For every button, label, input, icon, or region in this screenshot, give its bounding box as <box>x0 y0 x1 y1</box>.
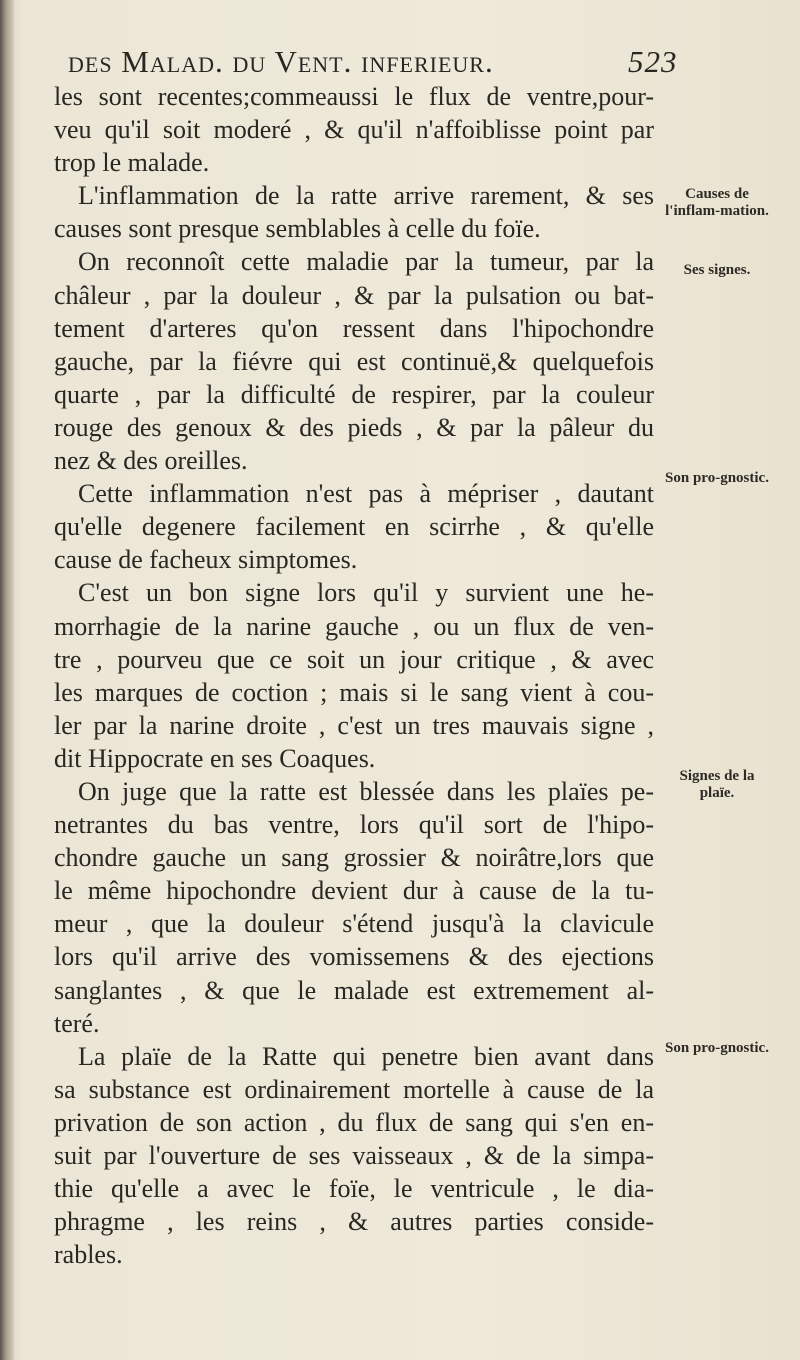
margin-note-prognostic: Son pro-gnostic. <box>665 470 769 486</box>
page-number: 523 <box>628 44 678 79</box>
text-line: privation de son action , du flux de sang qui s'en en- <box>54 1107 654 1137</box>
text-line: les sont recentes;commeaussi le flux de ventre,pour- <box>54 82 654 111</box>
text-line: netrantes du bas ventre, lors qu'il sort de l'hipo- <box>54 810 654 840</box>
text-line: cause de facheux simptomes. <box>54 545 358 575</box>
text-line: suit par l'ouverture de ses vaisseaux , & de la simpa- <box>54 1141 654 1170</box>
text-line: morrhagie de la narine gauche , ou un flux de ven- <box>54 611 654 641</box>
text-line: C'est un bon signe lors qu'il y survient une he- <box>78 578 654 608</box>
text-line: dit Hippocrate en ses Coaques. <box>54 743 376 773</box>
text-line: les marques de coction ; mais si le sang vient à cou- <box>54 677 654 707</box>
text-line: meur , que la douleur s'étend jusqu'à la clavicule <box>54 909 654 939</box>
text-line: le même hipochondre devient dur à cause de la tu- <box>54 876 654 906</box>
text-line: tement d'arteres qu'on ressent dans l'hipochondre <box>54 313 654 343</box>
header-title: des Malad. du Vent. inferieur. <box>68 44 494 79</box>
text-line: thie qu'elle a avec le foïe, le ventricule , le dia- <box>54 1174 654 1204</box>
text-line: rouge des genoux & des pieds , & par la pâleur du <box>54 412 654 442</box>
text-line: sanglantes , & que le malade est extremement al- <box>54 975 654 1005</box>
text-line: nez & des oreilles. <box>54 446 248 476</box>
text-line: On juge que la ratte est blessée dans les plaïes pe- <box>78 776 654 806</box>
text-line: teré. <box>54 1008 100 1038</box>
book-spine-shadow <box>0 0 14 1360</box>
text-line: trop le malade. <box>54 148 210 178</box>
margin-note-wound-prognostic: Son pro-gnostic. <box>665 1040 769 1056</box>
text-line: Cette inflammation n'est pas à mépriser , dautant <box>78 479 654 509</box>
text-line: châleur , par la douleur , & par la pulsation ou bat- <box>54 280 654 310</box>
text-line: lors qu'il arrive des vomissemens & des ejections <box>54 942 654 972</box>
running-header <box>68 44 678 80</box>
text-line: chondre gauche un sang grossier & noirâtre,lors que <box>54 843 654 873</box>
text-line: La plaïe de la Ratte qui penetre bien avant dans <box>78 1041 654 1071</box>
body-text <box>54 80 654 1271</box>
margin-note-signs: Ses signes. <box>683 262 751 278</box>
text-line: quarte , par la difficulté de respirer, par la couleur <box>54 379 654 409</box>
margin-note-wound-signs: Signes de la plaïe. <box>679 768 755 801</box>
text-line: rables. <box>54 1240 123 1270</box>
text-line: On reconnoît cette maladie par la tumeur, par la <box>78 247 654 277</box>
text-line: tre , pourveu que ce soit un jour critique , & avec <box>54 644 654 674</box>
text-line: L'inflammation de la ratte arrive rarement, & ses <box>78 181 654 211</box>
margin-note-causes: Causes de l'inflam-mation. <box>665 186 769 219</box>
text-line: gauche, par la fiévre qui est continuë,& quelquefois <box>54 346 654 376</box>
text-line: phragme , les reins , & autres parties conside- <box>54 1207 654 1237</box>
text-line: sa substance est ordinairement mortelle à cause de la <box>54 1074 654 1104</box>
text-line: causes sont presque semblables à celle du foïe. <box>54 214 541 244</box>
text-line: qu'elle degenere facilement en scirrhe , & qu'elle <box>54 512 654 542</box>
text-line: ler par la narine droite , c'est un tres mauvais signe , <box>54 710 654 740</box>
text-line: veu qu'il soit moderé , & qu'il n'affoiblisse point par <box>54 115 654 145</box>
